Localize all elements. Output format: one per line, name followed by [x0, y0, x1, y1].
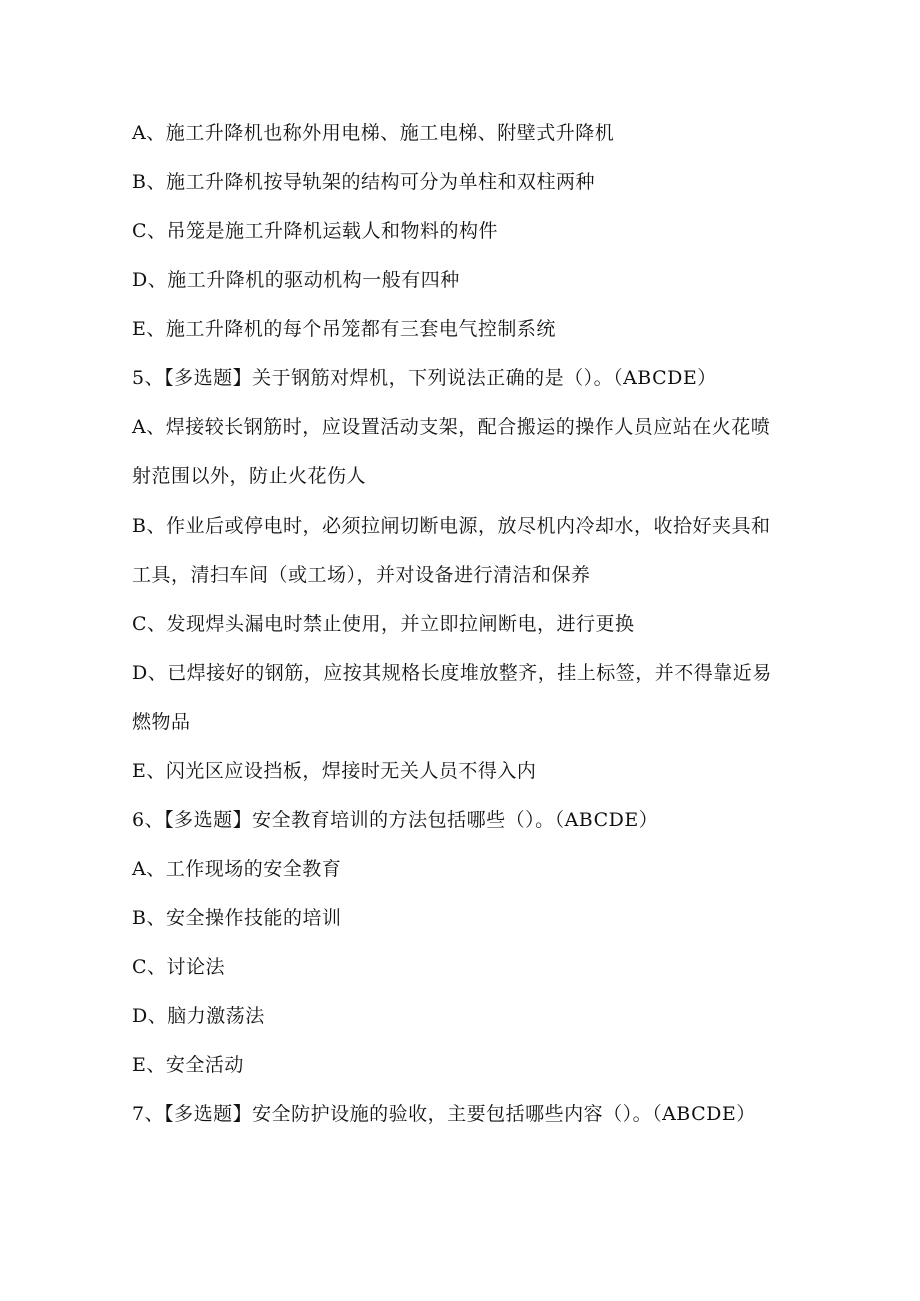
question-6-heading: 6、【多选题】安全教育培训的方法包括哪些（）。（ABCDE）: [132, 809, 659, 831]
option-d-text: D、施工升降机的驱动机构一般有四种: [132, 269, 460, 291]
question-5-option-a-line2: 射范围以外，防止火花伤人: [132, 465, 367, 487]
option-b-text: B、施工升降机按导轨架的结构可分为单柱和双柱两种: [132, 171, 595, 193]
question-5-option-b-line1: B、作业后或停电时，必须拉闸切断电源，放尽机内冷却水，收拾好夹具和: [132, 515, 771, 537]
option-c-text: C、吊笼是施工升降机运载人和物料的构件: [132, 220, 499, 242]
question-5-option-a-line1: A、焊接较长钢筋时，应设置活动支架，配合搬运的操作人员应站在火花喷: [132, 416, 771, 438]
question-6-option-d: D、脑力激荡法: [132, 1005, 265, 1027]
question-5-option-d-line2: 燃物品: [132, 711, 191, 733]
question-5-option-e: E、闪光区应设挡板，焊接时无关人员不得入内: [132, 760, 537, 782]
option-a-text: A、施工升降机也称外用电梯、施工电梯、附壁式升降机: [132, 122, 615, 144]
question-6-option-c: C、讨论法: [132, 956, 226, 978]
question-6-option-b: B、安全操作技能的培训: [132, 907, 342, 929]
question-6-option-a: A、工作现场的安全教育: [132, 858, 342, 880]
option-e-text: E、施工升降机的每个吊笼都有三套电气控制系统: [132, 318, 556, 340]
question-5-option-d-line1: D、已焊接好的钢筋，应按其规格长度堆放整齐，挂上标签，并不得靠近易: [132, 662, 772, 684]
question-5-heading: 5、【多选题】关于钢筋对焊机，下列说法正确的是（）。（ABCDE）: [132, 367, 717, 389]
question-6-option-e: E、安全活动: [132, 1054, 244, 1076]
question-5-option-c: C、发现焊头漏电时禁止使用，并立即拉闸断电，进行更换: [132, 613, 635, 635]
question-7-heading: 7、【多选题】安全防护设施的验收，主要包括哪些内容（）。（ABCDE）: [132, 1103, 756, 1125]
question-5-option-b-line2: 工具，清扫车间（或工场），并对设备进行清洁和保养: [132, 564, 591, 586]
